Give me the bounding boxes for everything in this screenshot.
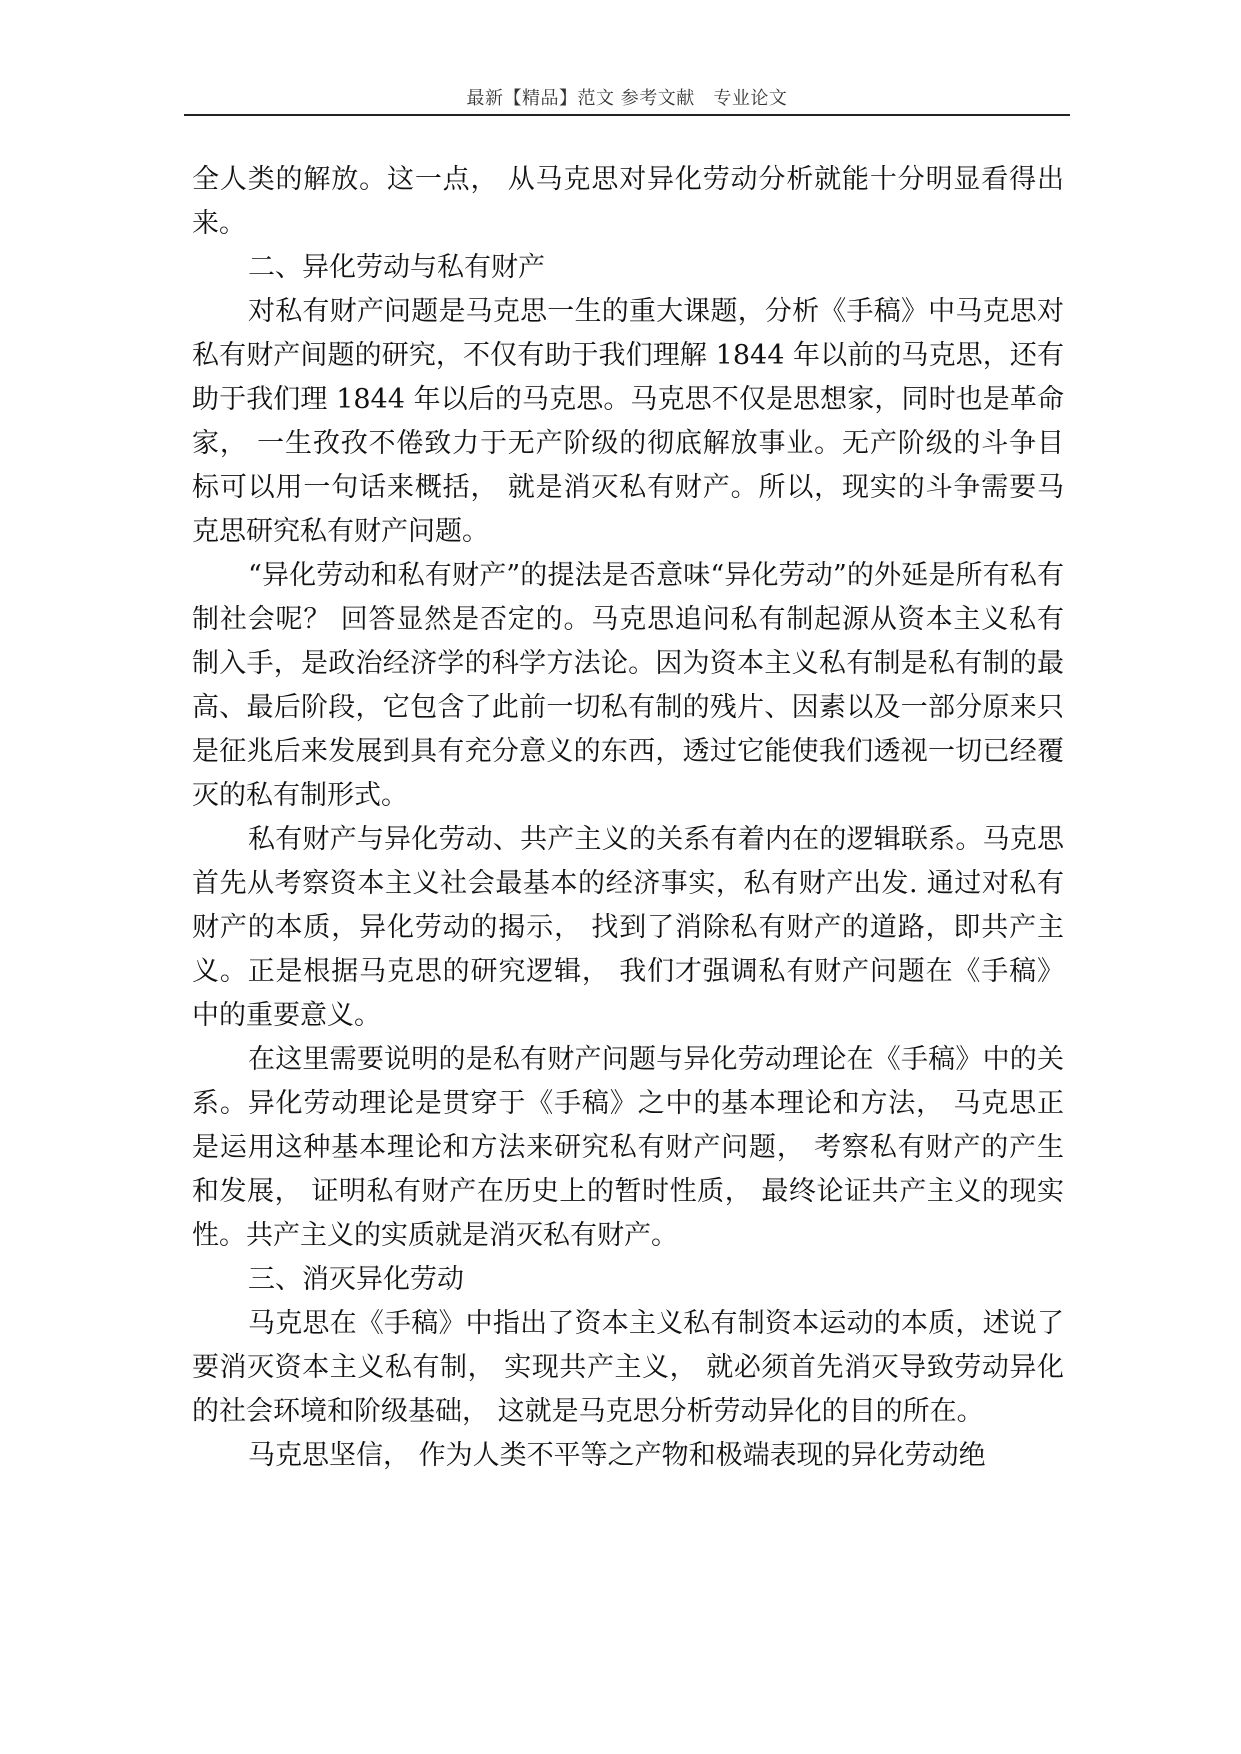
paragraph: 马克思坚信， 作为人类不平等之产物和极端表现的异化劳动绝 <box>248 1440 986 1471</box>
document-body <box>192 158 1064 1478</box>
page-header: 最新【精品】范文 参考文献 专业论文 <box>466 88 788 109</box>
paragraph: 全人类的解放。这一点， 从马克思对异化劳动分析就能十分明显看得出来。 <box>192 164 1064 239</box>
paragraph: 对私有财产问题是马克思一生的重大课题，分析《手稿》中马克思对私有财产间题的研究，不仅有助于我们理解 1844 年以前的马克思，还有助于我们理 1844 年以后的马克思。马克思不仅是思想家，同时也是革命家， 一生孜孜不倦致力于无产阶级的彻底解放事业。无产阶级的斗争目标可以用一句话来概括， 就是消灭私有财产。所以，现实的斗争需要马克思研究私有财产问题。 <box>192 296 1064 547</box>
paragraph: “异化劳动和私有财产”的提法是否意味“异化劳动”的外延是所有私有制社会呢？ 回答显然是否定的。马克思追问私有制起源从资本主义私有制入手，是政治经济学的科学方法论。因为资本主义私有制是私有制的最高、最后阶段，它包含了此前一切私有制的残片、因素以及一部分原来只是征兆后来发展到具有充分意义的东西，透过它能使我们透视一切已经覆灭的私有制形式。 <box>192 560 1064 811</box>
paragraph: 在这里需要说明的是私有财产问题与异化劳动理论在《手稿》中的关系。异化劳动理论是贯穿于《手稿》之中的基本理论和方法， 马克思正是运用这种基本理论和方法来研究私有财产问题， 考察私有财产的产生和发展， 证明私有财产在历史上的暂时性质， 最终论证共产主义的现实性。共产主义的实质就是消灭私有财产。 <box>192 1044 1064 1251</box>
paragraph: 马克思在《手稿》中指出了资本主义私有制资本运动的本质，述说了要消灭资本主义私有制， 实现共产主义， 就必须首先消灭导致劳动异化的社会环境和阶级基础， 这就是马克思分析劳动异化的目的所在。 <box>192 1308 1064 1427</box>
header-divider <box>184 114 1070 116</box>
paragraph: 私有财产与异化劳动、共产主义的关系有着内在的逻辑联系。马克思首先从考察资本主义社会最基本的经济事实，私有财产出发. 通过对私有财产的本质，异化劳动的揭示， 找到了消除私有财产的道路，即共产主义。正是根据马克思的研究逻辑， 我们才强调私有财产问题在《手稿》中的重要意义。 <box>192 824 1064 1031</box>
section-heading: 三、消灭异化劳动 <box>248 1264 464 1295</box>
section-heading: 二、异化劳动与私有财产 <box>248 252 545 283</box>
